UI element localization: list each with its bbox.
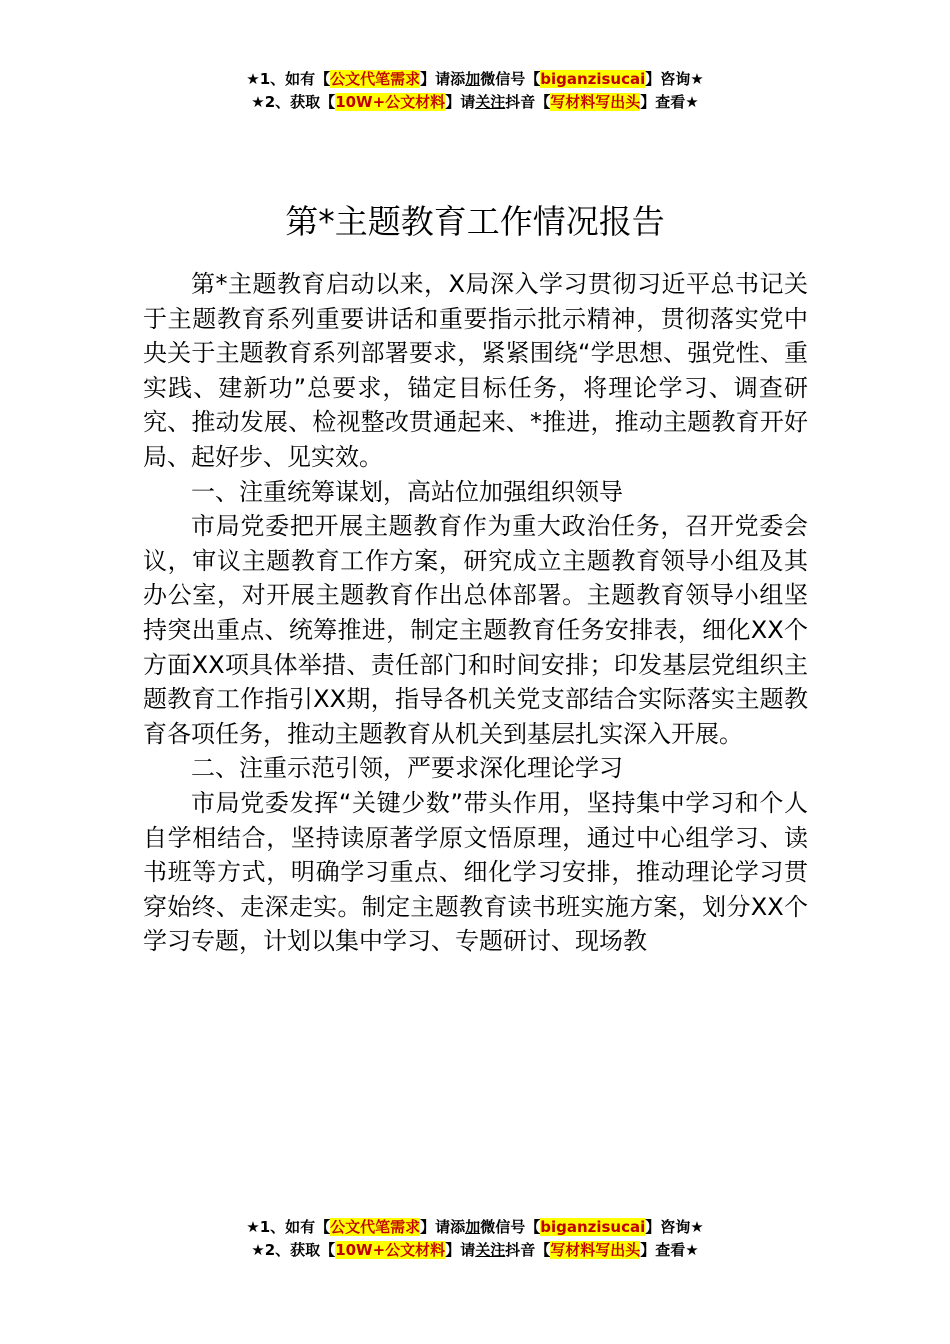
banner-text-underlined: 加 [465,70,481,88]
document-body [143,267,808,959]
document-title: 第*主题教育工作情况报告 [285,202,665,242]
banner-line-2 [0,91,950,114]
banner-text: ★2、获取【 [251,1241,336,1259]
banner-line-1 [0,1216,950,1239]
banner-text: 】查看★ [640,93,699,111]
highlight-ghostwriting: 公文代笔需求 [330,1218,421,1236]
highlight-materials: 10W+公文材料 [335,1241,446,1259]
banner-text: ★2、获取【 [251,93,336,111]
highlight-wechat-id: biganzisucai [540,1218,646,1236]
banner-text-underlined: 加 [465,1218,481,1236]
section-heading-1: 一、注重统筹谋划，高站位加强组织领导 [191,477,623,506]
banner-text-underlined: 关注 [475,1241,506,1259]
banner-text: 】请添 [420,1218,466,1236]
banner-text: ★1、如有【 [246,70,331,88]
highlight-douyin: 写材料写出头 [550,1241,641,1259]
highlight-ghostwriting: 公文代笔需求 [330,70,421,88]
banner-text: 抖音【 [505,1241,551,1259]
highlight-douyin: 写材料写出头 [550,93,641,111]
banner-text: 】查看★ [640,1241,699,1259]
banner-text: 】请添 [420,70,466,88]
paragraph-section-1: 市局党委把开展主题教育作为重大政治任务，召开党委会议，审议主题教育工作方案，研究成立主题教育领导小组及其办公室，对开展主题教育作出总体部署。主题教育领导小组坚持突出重点、统筹推进，制定主题教育任务安排表，细化XX个方面XX项具体举措、责任部门和时间安排；印发基层党组织主题教育工作指引XX期，指导各机关党支部结合实际落实主题教育各项任务，推动主题教育从机关到基层扎实深入开展。 [143,512,808,748]
section-heading-2: 二、注重示范引领，严要求深化理论学习 [191,754,623,783]
banner-text: ★1、如有【 [246,1218,331,1236]
banner-text: 微信号【 [480,70,541,88]
banner-text: 微信号【 [480,1218,541,1236]
banner-text: 抖音【 [505,93,551,111]
bottom-banner [0,1216,950,1262]
paragraph-section-2: 市局党委发挥“关键少数”带头作用，坚持集中学习和个人自学相结合，坚持读原著学原文悟原理，通过中心组学习、读书班等方式，明确学习重点、细化学习安排，推动理论学习贯穿始终、走深走实。制定主题教育读书班实施方案，划分XX个学习专题，计划以集中学习、专题研讨、现场教 [143,788,808,956]
top-banner [0,68,950,114]
banner-text: 】咨询★ [645,70,704,88]
highlight-wechat-id: biganzisucai [540,70,646,88]
banner-line-1 [0,68,950,91]
banner-text: 】请 [445,93,476,111]
banner-text: 】咨询★ [645,1218,704,1236]
banner-text: 】请 [445,1241,476,1259]
banner-line-2 [0,1239,950,1262]
paragraph-intro: 第*主题教育启动以来，X局深入学习贯彻习近平总书记关于主题教育系列重要讲话和重要指示批示精神，贯彻落实党中央关于主题教育系列部署要求，紧紧围绕“学思想、强党性、重实践、建新功”总要求，锚定目标任务，将理论学习、调查研究、推动发展、检视整改贯通起来、*推进，推动主题教育开好局、起好步、见实效。 [143,270,808,471]
highlight-materials: 10W+公文材料 [335,93,446,111]
banner-text-underlined: 关注 [475,93,506,111]
